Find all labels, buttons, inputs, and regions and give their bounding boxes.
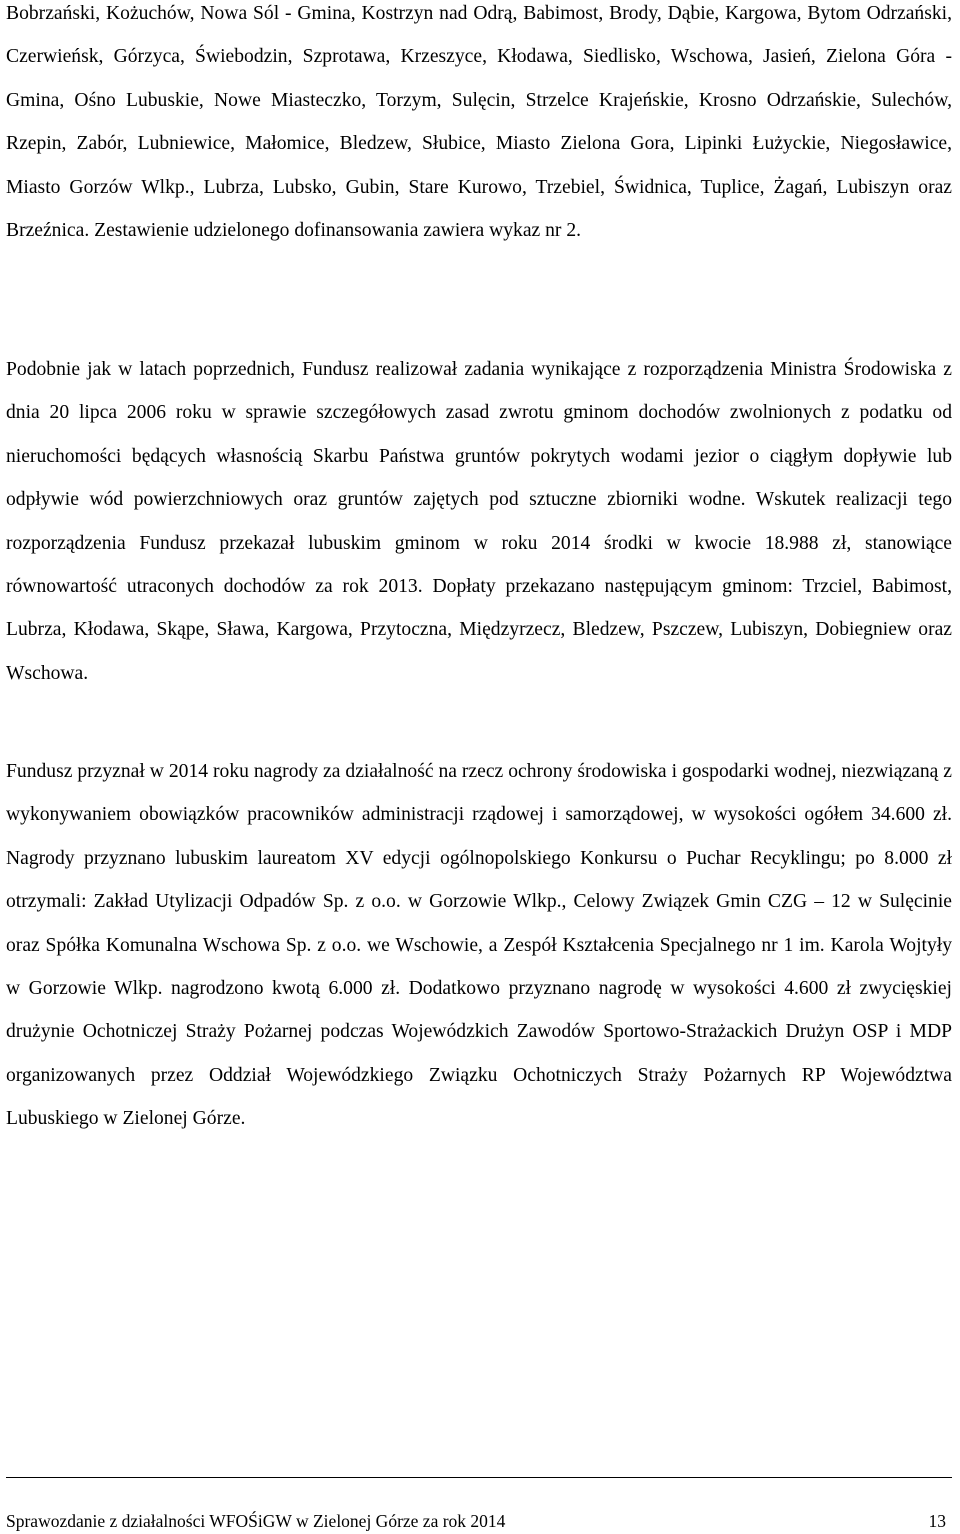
paragraph-awards: Fundusz przyznał w 2014 roku nagrody za działalność na rzecz ochrony środowiska i gospodarki wodnej, niezwiązaną z wykonywaniem obowiązków pracowników administracji rządowej i samorządowej, w wysokości ogółem 34.600 zł. Nagrody przyznano lubuskim laureatom XV edycji ogólnopolskiego Konkursu o Puchar Recyklingu; po 8.000 zł otrzymali: Zakład Utylizacji Odpadów Sp. z o.o. w Gorzowie Wlkp., Celowy Związek Gmin CZG – 12 w Sulęcinie oraz Spółka Komunalna Wschowa Sp. z o.o. we Wschowie, a Zespół Kształcenia Specjalnego nr 1 im. Karola Wojtyły w Gorzowie Wlkp. nagrodzono kwotą 6.000 zł. Dodatkowo przyznano nagrodę w wysokości 4.600 zł zwycięskiej drużynie Ochotniczej Straży Pożarnej podczas Wojewódzkich Zawodów Sportowo-Strażackich Drużyn OSP i MDP organizowanych przez Oddział Wojewódzkiego Związku Ochotniczych Straży Pożarnych RP Województwa Lubuskiego w Zielonej Górze. bbox=[6, 761, 952, 1130]
page-number: 13 bbox=[928, 1511, 946, 1531]
paragraph-grant-recipients: Bobrzański, Kożuchów, Nowa Sól - Gmina, Kostrzyn nad Odrą, Babimost, Brody, Dąbie, Kargowa, Bytom Odrzański, Czerwieńsk, Górzyca, Świebodzin, Szprotawa, Krzeszyce, Kłodawa, Siedlisko, Wschowa, Jasień, Zielona Góra - Gmina, Ośno Lubuskie, Nowe Miasteczko, Torzym, Sulęcin, Strzelce Krajeńskie, Krosno Odrzańskie, Sulechów, Rzepin, Zabór, Lubniewice, Małomice, Bledzew, Słubice, Miasto Zielona Gora, Lipinki Łużyckie, Niegosławice, Miasto Gorzów Wlkp., Lubrza, Lubsko, Gubin, Stare Kurowo, Trzebiel, Świdnica, Tuplice, Żagań, Lubiszyn oraz Brzeźnica. Zestawienie udzielonego dofinansowania zawiera wykaz nr 2. bbox=[6, 3, 952, 242]
footer-divider bbox=[6, 1477, 952, 1478]
footer-title: Sprawozdanie z działalności WFOŚiGW w Zielonej Górze za rok 2014 bbox=[6, 1511, 506, 1531]
paragraph-tax-compensation: Podobnie jak w latach poprzednich, Fundusz realizował zadania wynikające z rozporządzenia Ministra Środowiska z dnia 20 lipca 2006 roku w sprawie szczegółowych zasad zwrotu gminom dochodów zwolnionych z podatku od nieruchomości będących własnością Skarbu Państwa gruntów pokrytych wodami jezior o ciągłym dopływie lub odpływie wód powierzchniowych oraz gruntów zajętych pod sztuczne zbiorniki wodne. Wskutek realizacji tego rozporządzenia Fundusz przekazał lubuskim gminom w roku 2014 środki w kwocie 18.988 zł, stanowiące równowartość utraconych dochodów za rok 2013. Dopłaty przekazano następującym gminom: Trzciel, Babimost, Lubrza, Kłodawa, Skąpe, Sława, Kargowa, Przytoczna, Międzyrzecz, Bledzew, Pszczew, Lubiszyn, Dobiegniew oraz Wschowa. bbox=[6, 359, 952, 684]
